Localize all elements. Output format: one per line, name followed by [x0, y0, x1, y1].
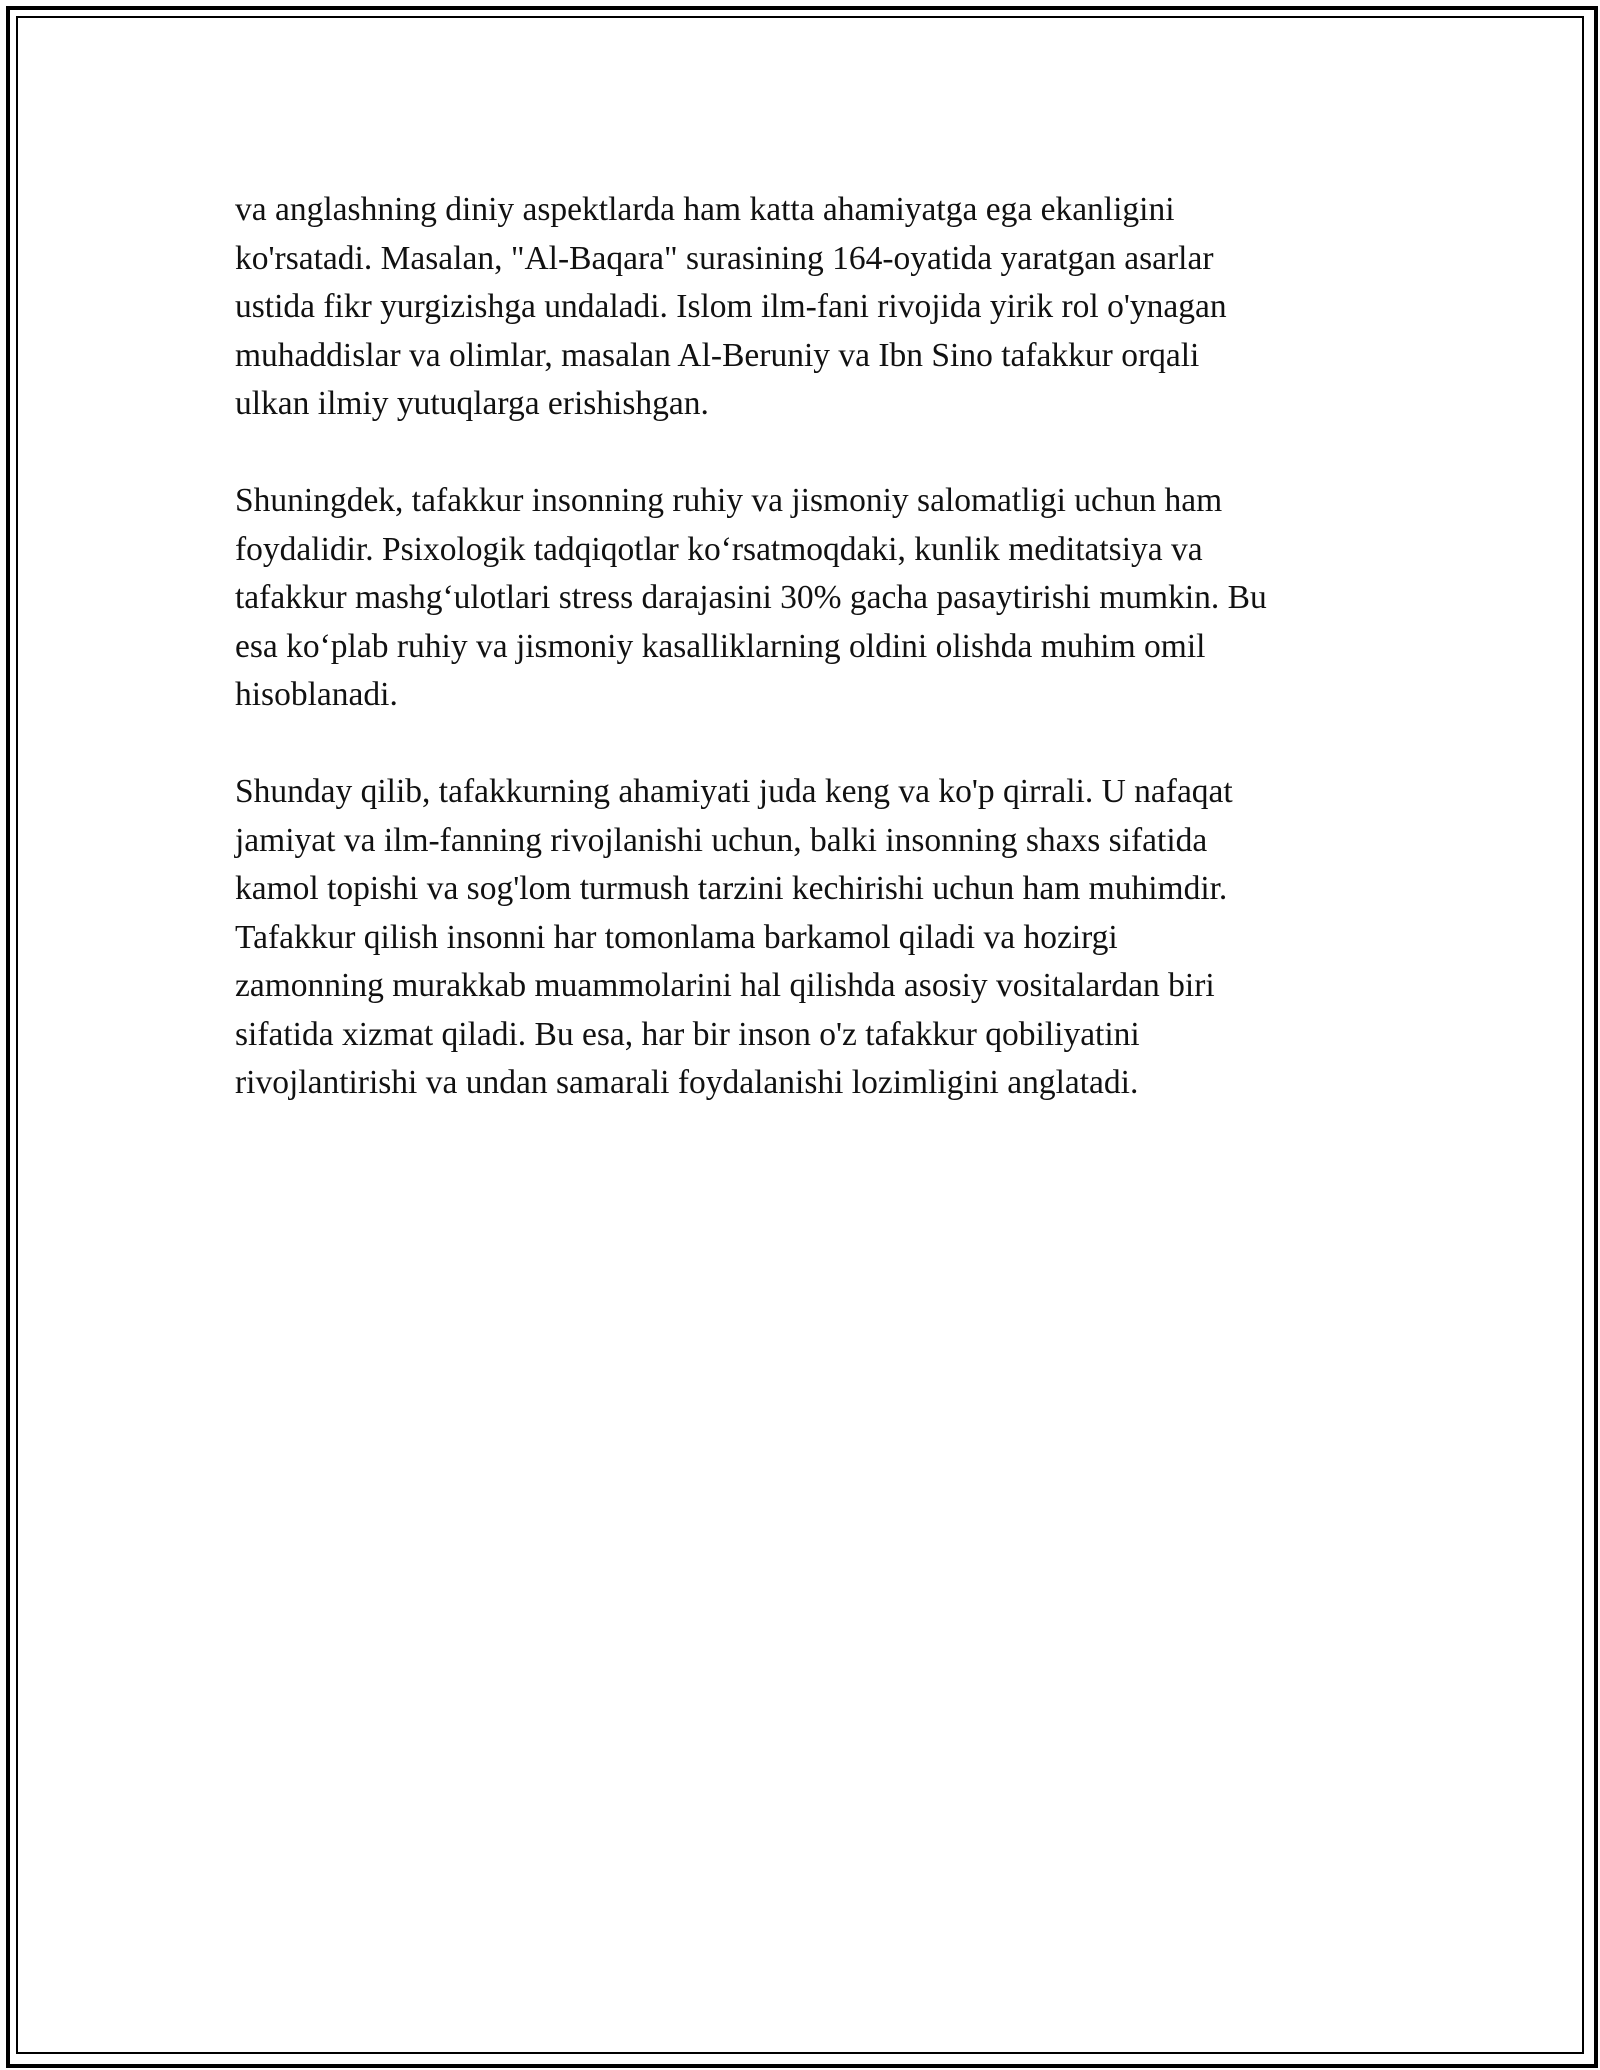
text-line: muhaddislar va olimlar, masalan Al-Beruniy va Ibn Sino tafakkur orqali — [235, 336, 1200, 374]
document-body — [235, 186, 1375, 1156]
text-line: zamonning murakkab muammolarini hal qilishda asosiy vositalardan biri — [235, 967, 1215, 1004]
text-line: va anglashning diniy aspektlarda ham katta ahamiyatga ega ekanligini — [235, 191, 1175, 228]
text-line: ulkan ilmiy yutuqlarga erishishgan. — [235, 385, 709, 422]
text-line: ustida fikr yurgizishga undaladi. Islom ilm-fani rivojida yirik rol o'ynagan — [235, 288, 1227, 325]
paragraph-2 — [235, 477, 1375, 720]
text-line: Tafakkur qilish insonni har tomonlama barkamol qiladi va hozirgi — [235, 918, 1118, 956]
text-line: sifatida xizmat qiladi. Bu esa, har bir inson o'z tafakkur qobiliyatini — [235, 1015, 1140, 1053]
text-line: esa ko‘plab ruhiy va jismoniy kasalliklarning oldini olishda muhim omil — [235, 627, 1206, 665]
text-line: foydalidir. Psixologik tadqiqotlar ko‘rsatmoqdaki, kunlik meditatsiya va — [235, 530, 1203, 568]
text-line: hisoblanadi. — [235, 676, 398, 713]
text-line: rivojlantirishi va undan samarali foydalanishi lozimligini anglatadi. — [235, 1064, 1139, 1101]
text-line: ko'rsatadi. Masalan, "Al-Baqara" surasining 164-oyatida yaratgan asarlar — [235, 239, 1214, 277]
text-line: jamiyat va ilm-fanning rivojlanishi uchun, balki insonning shaxs sifatida — [235, 821, 1208, 859]
paragraph-1 — [235, 186, 1375, 429]
text-line: kamol topishi va sog'lom turmush tarzini kechirishi uchun ham muhimdir. — [235, 870, 1228, 907]
text-line: Shuningdek, tafakkur insonning ruhiy va jismoniy salomatligi uchun ham — [235, 482, 1223, 519]
paragraph-3 — [235, 768, 1375, 1108]
text-line: Shunday qilib, tafakkurning ahamiyati juda keng va ko'p qirrali. U nafaqat — [235, 773, 1233, 810]
text-line: tafakkur mashg‘ulotlari stress darajasini 30% gacha pasaytirishi mumkin. Bu — [235, 579, 1267, 616]
